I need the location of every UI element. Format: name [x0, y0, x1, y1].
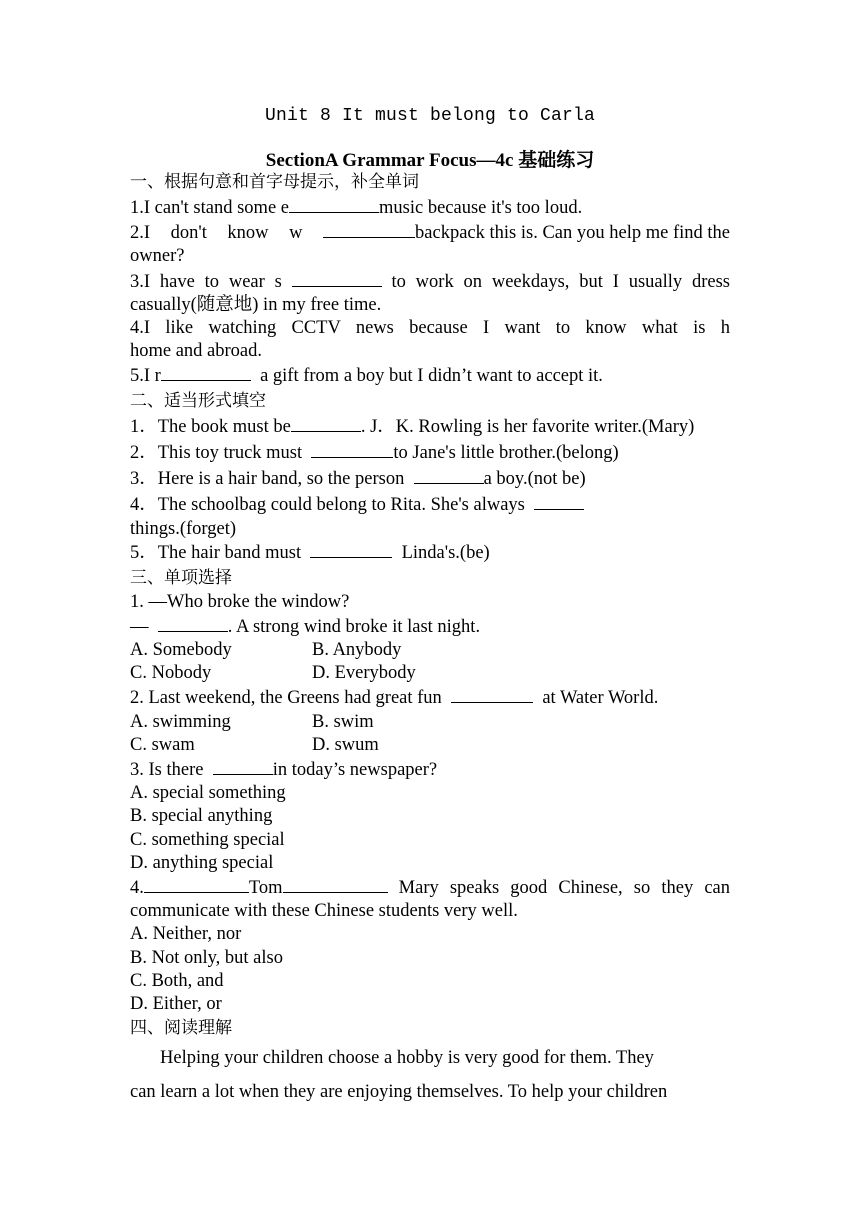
- s2-question-4: 4．The schoolbag could belong to Rita. She's always: [130, 492, 730, 518]
- answer-blank[interactable]: [144, 875, 249, 893]
- s3-question-2: 2. Last weekend, the Greens had great fun at Water World.: [130, 685, 730, 710]
- s1-question-2: 2.I don't know w backpack this is. Can you help me find the: [130, 220, 730, 245]
- s1-question-2-cont: owner?: [130, 246, 185, 267]
- answer-blank[interactable]: [292, 269, 382, 287]
- page-subtitle: SectionA Grammar Focus—4c 基础练习: [265, 150, 595, 171]
- answer-blank[interactable]: [323, 220, 415, 238]
- option-a[interactable]: A. Neither, nor: [130, 924, 242, 945]
- option-c[interactable]: C. swam: [130, 734, 195, 755]
- s1-question-3: 3.I have to wear s to work on weekdays, but I usually dress: [130, 269, 730, 294]
- s2-question-4-cont: things.(forget): [130, 518, 237, 539]
- answer-blank[interactable]: [161, 363, 251, 381]
- s3-question-1: 1. —Who broke the window?: [130, 591, 350, 612]
- s1-question-3-cont: casually(随意地) in my free time.: [130, 294, 382, 315]
- option-d[interactable]: D. Everybody: [312, 663, 416, 684]
- worksheet-body: [130, 170, 730, 1109]
- option-b[interactable]: B. Anybody: [312, 640, 402, 661]
- option-d[interactable]: D. swum: [312, 734, 379, 755]
- s1-question-4-cont: home and abroad.: [130, 341, 263, 362]
- s3-q1-options-cd: [130, 662, 730, 685]
- answer-blank[interactable]: [311, 440, 393, 458]
- answer-blank[interactable]: [310, 540, 392, 558]
- answer-blank[interactable]: [291, 414, 361, 432]
- answer-blank[interactable]: [289, 195, 379, 213]
- s1-question-5: 5.I r a gift from a boy but I didn’t want to accept it.: [130, 363, 730, 388]
- s3-question-1-answer: — . A strong wind broke it last night.: [130, 614, 730, 639]
- option-c[interactable]: C. something special: [130, 829, 285, 850]
- option-d[interactable]: D. anything special: [130, 852, 274, 873]
- s3-question-4: 4. Tom Mary speaks good Chinese, so they can: [130, 875, 730, 900]
- reading-passage: [130, 1041, 730, 1109]
- s2-question-1: 1．The book must be . J．K. Rowling is her favorite writer.(Mary): [130, 414, 730, 440]
- s3-q2-options-ab: [130, 711, 730, 734]
- section-1-heading: 一、根据句意和首字母提示，补全单词: [130, 172, 419, 192]
- option-d[interactable]: D. Either, or: [130, 994, 222, 1015]
- s2-question-3: 3．Here is a hair band, so the person a boy.(not be): [130, 466, 730, 492]
- page-title: Unit 8 It must belong to Carla: [264, 106, 596, 126]
- option-c[interactable]: C. Both, and: [130, 970, 224, 991]
- option-b[interactable]: B. swim: [312, 711, 374, 732]
- section-2-heading: 二、适当形式填空: [130, 390, 266, 411]
- section-4-heading: 四、阅读理解: [130, 1018, 232, 1039]
- s1-question-4: 4.I like watching CCTV news because I want to know what is h: [130, 318, 730, 339]
- s3-question-3: 3. Is there in today’s newspaper?: [130, 757, 730, 782]
- answer-blank[interactable]: [158, 614, 228, 632]
- option-a[interactable]: A. Somebody: [130, 640, 232, 661]
- option-c[interactable]: C. Nobody: [130, 663, 212, 684]
- answer-blank[interactable]: [534, 492, 584, 510]
- option-a[interactable]: A. swimming: [130, 711, 231, 732]
- s3-q1-options-ab: [130, 639, 730, 662]
- option-b[interactable]: B. special anything: [130, 806, 273, 827]
- answer-blank[interactable]: [414, 466, 484, 484]
- answer-blank[interactable]: [451, 685, 533, 703]
- passage-line: Helping your children choose a hobby is very good for them. They: [160, 1048, 654, 1069]
- s3-question-4-cont: communicate with these Chinese students very well.: [130, 901, 518, 922]
- s3-q2-options-cd: [130, 734, 730, 757]
- s2-question-2: 2．This toy truck must to Jane's little brother.(belong): [130, 440, 730, 466]
- answer-blank[interactable]: [283, 875, 388, 893]
- s1-question-1: 1.I can't stand some e music because it's too loud.: [130, 195, 730, 220]
- section-3-heading: 三、单项选择: [130, 567, 232, 588]
- answer-blank[interactable]: [213, 757, 273, 775]
- passage-line: can learn a lot when they are enjoying themselves. To help your children: [130, 1082, 668, 1103]
- s2-question-5: 5．The hair band must Linda's.(be): [130, 540, 730, 566]
- option-b[interactable]: B. Not only, but also: [130, 947, 283, 968]
- option-a[interactable]: A. special something: [130, 783, 286, 804]
